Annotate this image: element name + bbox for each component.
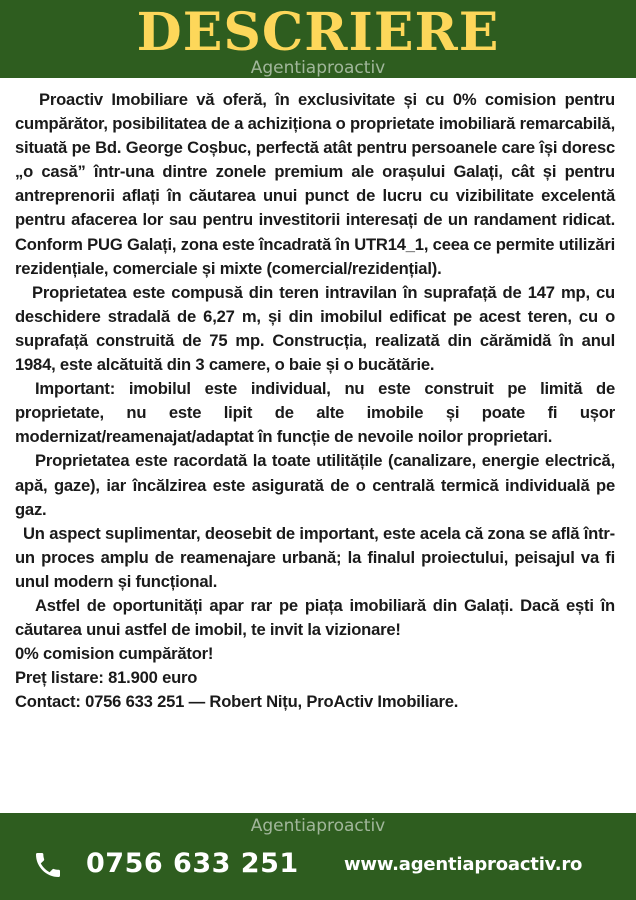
price-line: Preț listare: 81.900 euro — [15, 668, 198, 688]
footer-banner — [0, 813, 636, 900]
watermark-footer: Agentiaproactiv — [250, 816, 386, 836]
paragraph-intro: Proactiv Imobiliare vă oferă, în exclusivitate și cu 0% comision pentru cumpărător, posibilitatea de a achiziționa o proprietate imobiliară remarcabilă, situată pe Bd. George Coșbuc, perfectă atât pentru persoanele care își doresc „o casă” într-una dintre zonele premium ale orașului Galați, cât și pentru antreprenorii aflați în căutarea unui punct de lucru cu vizibilitate excelentă pentru afacerea lor sau pentru investitorii interesați de un randament ridicat. Conform PUG Galați, zona este încadrată în UTR14_1, ceea ce permite utilizări rezidențiale, comerciale și mixte (comercial/rezidențial). — [15, 90, 615, 278]
paragraph-important: Important: imobilul este individual, nu este construit pe limită de proprietate, nu este lipit de alte imobile și poate fi ușor modernizat/reamenajat/adaptat în funcție de nevoile noilor proprietari. — [15, 379, 615, 447]
footer-phone-number[interactable]: 0756 633 251 — [86, 848, 299, 879]
commission-note: 0% comision cumpărător! — [15, 644, 214, 664]
paragraph-invitation: Astfel de oportunități apar rar pe piața imobiliară din Galați. Dacă ești în căutarea unui astfel de imobil, te invit la vizionare! — [15, 595, 615, 640]
paragraph-property: Proprietatea este compusă din teren intravilan în suprafață de 147 mp, cu deschidere stradală de 6,27 m, și din imobilul edificat pe acest teren, cu o suprafață construită de 75 mp. Construcția, realizată din cărămidă în anul 1984, este alcătuită din 3 camere, o baie și o bucătărie. — [15, 282, 615, 375]
paragraph-utilities: Proprietatea este racordată la toate utilitățile (canalizare, energie electrică, apă, gaze), iar încălzirea este asigurată de o centrală termică individuală pe gaz. — [15, 451, 615, 519]
header-banner — [0, 0, 636, 78]
contact-line: Contact: 0756 633 251 — Robert Nițu, ProActiv Imobiliare. — [15, 692, 459, 712]
paragraph-urban: Un aspect suplimentar, deosebit de important, este acela că zona se află într-un proces amplu de reamenajare urbană; la finalul proiectului, peisajul va fi unul modern și funcțional. — [15, 523, 615, 591]
footer-website-link[interactable]: www.agentiaproactiv.ro — [344, 854, 583, 875]
page-title: DESCRIERE — [136, 2, 500, 63]
phone-icon — [32, 849, 64, 881]
watermark-header: Agentiaproactiv — [250, 58, 386, 78]
description-body — [15, 88, 615, 714]
